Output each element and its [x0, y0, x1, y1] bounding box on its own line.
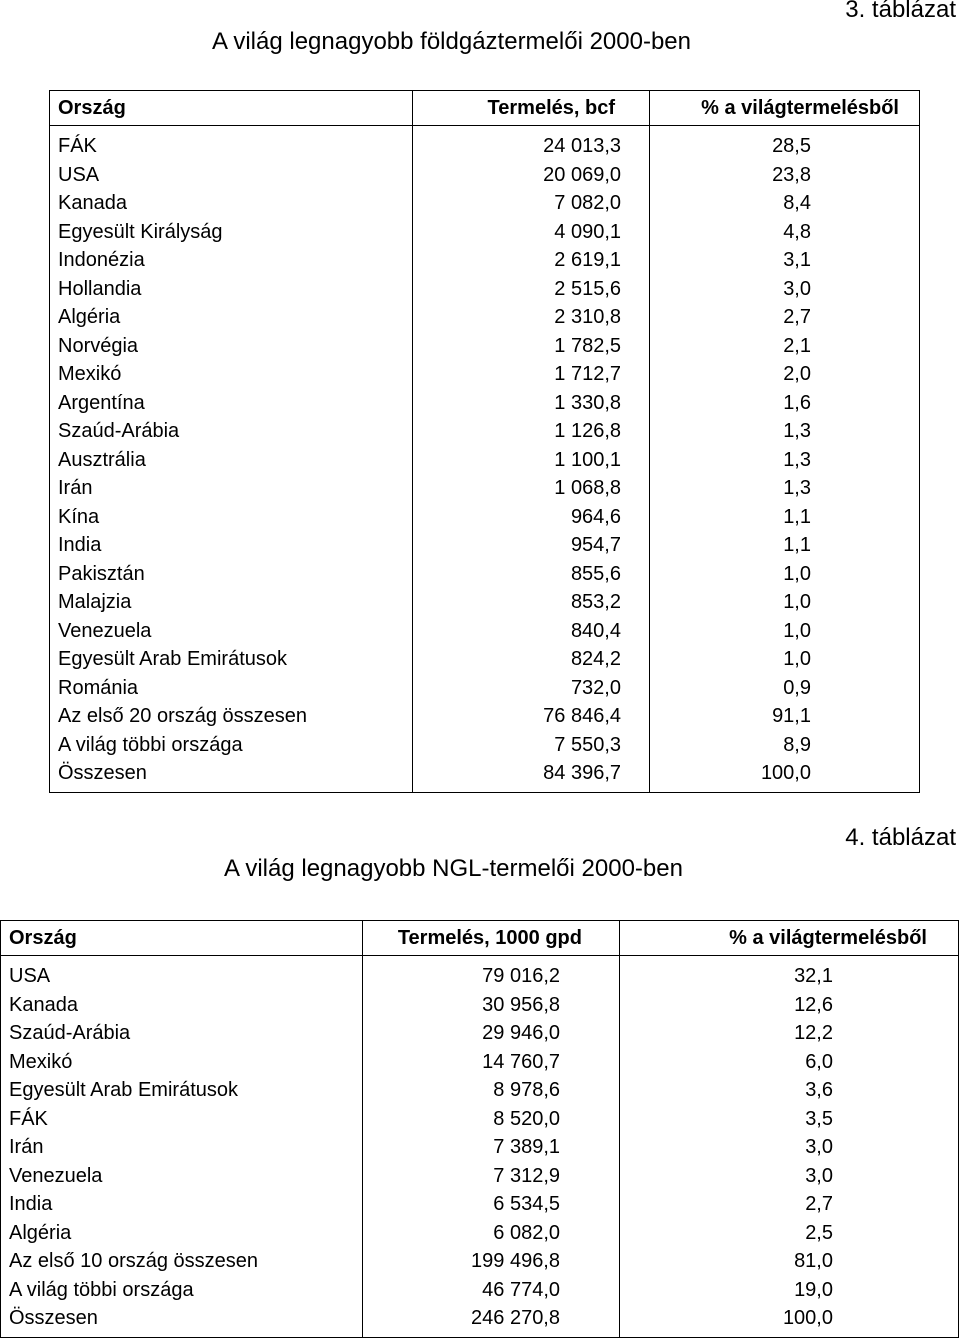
- table3-production-cell: 853,2: [413, 588, 650, 617]
- table3-percent-cell: 91,1: [650, 702, 920, 731]
- table3-country-cell: Ausztrália: [50, 446, 413, 475]
- table3-row: [50, 389, 920, 418]
- table4-percent-cell: 100,0: [620, 1304, 959, 1337]
- table3-percent-cell: 1,0: [650, 645, 920, 674]
- table3: [49, 90, 920, 793]
- table4-country-cell: Mexikó: [1, 1048, 363, 1077]
- table4-percent-cell: 81,0: [620, 1247, 959, 1276]
- table3-production-cell: 964,6: [413, 503, 650, 532]
- table3-production-cell: 1 126,8: [413, 417, 650, 446]
- table3-row: [50, 617, 920, 646]
- table4-production-cell: 246 270,8: [363, 1304, 620, 1337]
- table4-label: 4. táblázat: [845, 824, 956, 851]
- table3-production-cell: 20 069,0: [413, 161, 650, 190]
- table3-row: [50, 474, 920, 503]
- table3-production-cell: 1 712,7: [413, 360, 650, 389]
- table3-production-cell: 824,2: [413, 645, 650, 674]
- table3-row: [50, 332, 920, 361]
- table4-country-cell: Szaúd-Arábia: [1, 1019, 363, 1048]
- table3-row: [50, 303, 920, 332]
- table4-production-cell: 46 774,0: [363, 1276, 620, 1305]
- table3-country-cell: Argentína: [50, 389, 413, 418]
- table3-header-country: Ország: [50, 91, 413, 126]
- table4-country-cell: FÁK: [1, 1105, 363, 1134]
- table3-production-cell: 2 310,8: [413, 303, 650, 332]
- table4-row: [1, 1219, 959, 1248]
- table3-production-cell: 4 090,1: [413, 218, 650, 247]
- table3-country-cell: Kanada: [50, 189, 413, 218]
- table3-country-cell: Kína: [50, 503, 413, 532]
- table3-production-cell: 7 082,0: [413, 189, 650, 218]
- table4-row: [1, 1162, 959, 1191]
- table4-row: [1, 956, 959, 991]
- table3-percent-cell: 4,8: [650, 218, 920, 247]
- table4-production-cell: 29 946,0: [363, 1019, 620, 1048]
- table3-country-cell: Szaúd-Arábia: [50, 417, 413, 446]
- table3-production-cell: 2 619,1: [413, 246, 650, 275]
- table3-percent-cell: 1,1: [650, 503, 920, 532]
- table3-row: [50, 588, 920, 617]
- table3-percent-cell: 3,0: [650, 275, 920, 304]
- table4-row: [1, 1304, 959, 1337]
- table4-production-cell: 7 312,9: [363, 1162, 620, 1191]
- table3-country-cell: A világ többi országa: [50, 731, 413, 760]
- table3-production-cell: 2 515,6: [413, 275, 650, 304]
- table4-row: [1, 1190, 959, 1219]
- table3-row: [50, 161, 920, 190]
- table4-production-cell: 199 496,8: [363, 1247, 620, 1276]
- table4-production-cell: 8 520,0: [363, 1105, 620, 1134]
- table4-country-cell: Kanada: [1, 991, 363, 1020]
- table4-country-cell: USA: [1, 956, 363, 991]
- table3-row: [50, 674, 920, 703]
- table3-country-cell: Norvégia: [50, 332, 413, 361]
- table3-row: [50, 189, 920, 218]
- table3-row: [50, 417, 920, 446]
- table3-percent-cell: 0,9: [650, 674, 920, 703]
- table3-production-cell: 84 396,7: [413, 759, 650, 792]
- table3-row: [50, 218, 920, 247]
- table3-header-row: [50, 91, 920, 126]
- table4-title: A világ legnagyobb NGL-termelői 2000-ben: [224, 855, 683, 882]
- table3-row: [50, 702, 920, 731]
- table3-row: [50, 503, 920, 532]
- table3-production-cell: 855,6: [413, 560, 650, 589]
- table3-country-cell: Algéria: [50, 303, 413, 332]
- table3-country-cell: Hollandia: [50, 275, 413, 304]
- table4-country-cell: Összesen: [1, 1304, 363, 1337]
- table4-percent-cell: 6,0: [620, 1048, 959, 1077]
- table4-percent-cell: 3,6: [620, 1076, 959, 1105]
- table3-percent-cell: 1,6: [650, 389, 920, 418]
- table4-production-cell: 30 956,8: [363, 991, 620, 1020]
- table3-percent-cell: 2,0: [650, 360, 920, 389]
- table3-percent-cell: 23,8: [650, 161, 920, 190]
- table3-title: A világ legnagyobb földgáztermelői 2000-ben: [212, 28, 692, 55]
- table3-production-cell: 7 550,3: [413, 731, 650, 760]
- table3-row: [50, 560, 920, 589]
- table3-percent-cell: 28,5: [650, 126, 920, 161]
- table3-country-cell: USA: [50, 161, 413, 190]
- table4-production-cell: 6 534,5: [363, 1190, 620, 1219]
- table4-percent-cell: 12,2: [620, 1019, 959, 1048]
- table4-country-cell: Az első 10 ország összesen: [1, 1247, 363, 1276]
- table4-percent-cell: 2,7: [620, 1190, 959, 1219]
- table4-percent-cell: 32,1: [620, 956, 959, 991]
- table4-production-cell: 6 082,0: [363, 1219, 620, 1248]
- table3-production-cell: 732,0: [413, 674, 650, 703]
- table4-percent-cell: 12,6: [620, 991, 959, 1020]
- table3-country-cell: Pakisztán: [50, 560, 413, 589]
- table3-country-cell: Mexikó: [50, 360, 413, 389]
- table3-country-cell: India: [50, 531, 413, 560]
- table4-row: [1, 1247, 959, 1276]
- table4-row: [1, 1019, 959, 1048]
- table3-production-cell: 1 100,1: [413, 446, 650, 475]
- table4-header-country: Ország: [1, 921, 363, 956]
- table4-production-cell: 14 760,7: [363, 1048, 620, 1077]
- table3-row: [50, 759, 920, 792]
- table3-country-cell: FÁK: [50, 126, 413, 161]
- table3-production-cell: 1 330,8: [413, 389, 650, 418]
- table3-country-cell: Az első 20 ország összesen: [50, 702, 413, 731]
- table3-percent-cell: 2,1: [650, 332, 920, 361]
- table4-row: [1, 1133, 959, 1162]
- table4-percent-cell: 19,0: [620, 1276, 959, 1305]
- table3-country-cell: Indonézia: [50, 246, 413, 275]
- table3-percent-cell: 1,3: [650, 446, 920, 475]
- table4-row: [1, 991, 959, 1020]
- table3-header-percent: % a világtermelésből: [650, 91, 920, 126]
- table3-row: [50, 531, 920, 560]
- table3-row: [50, 275, 920, 304]
- table4-country-cell: A világ többi országa: [1, 1276, 363, 1305]
- table3-country-cell: Románia: [50, 674, 413, 703]
- table3-percent-cell: 8,4: [650, 189, 920, 218]
- table3-row: [50, 446, 920, 475]
- table4-percent-cell: 3,5: [620, 1105, 959, 1134]
- table3-percent-cell: 3,1: [650, 246, 920, 275]
- table3-label: 3. táblázat: [845, 0, 956, 23]
- table4-country-cell: India: [1, 1190, 363, 1219]
- table4-country-cell: Egyesült Arab Emirátusok: [1, 1076, 363, 1105]
- table3-percent-cell: 1,0: [650, 560, 920, 589]
- table4-production-cell: 8 978,6: [363, 1076, 620, 1105]
- table4-country-cell: Algéria: [1, 1219, 363, 1248]
- table3-percent-cell: 1,3: [650, 417, 920, 446]
- table4-row: [1, 1105, 959, 1134]
- table4-percent-cell: 2,5: [620, 1219, 959, 1248]
- table4-production-cell: 79 016,2: [363, 956, 620, 991]
- table4-header-percent: % a világtermelésből: [620, 921, 959, 956]
- table3-production-cell: 24 013,3: [413, 126, 650, 161]
- table4-header-row: [1, 921, 959, 956]
- table3-percent-cell: 8,9: [650, 731, 920, 760]
- table4-row: [1, 1076, 959, 1105]
- table3-production-cell: 1 782,5: [413, 332, 650, 361]
- table3-country-cell: Malajzia: [50, 588, 413, 617]
- table3-percent-cell: 1,0: [650, 588, 920, 617]
- table3-row: [50, 645, 920, 674]
- table3-country-cell: Összesen: [50, 759, 413, 792]
- table3-percent-cell: 1,0: [650, 617, 920, 646]
- table3-percent-cell: 100,0: [650, 759, 920, 792]
- table4-country-cell: Venezuela: [1, 1162, 363, 1191]
- table3-row: [50, 731, 920, 760]
- table3-row: [50, 360, 920, 389]
- table4-header-production: Termelés, 1000 gpd: [363, 921, 620, 956]
- table3-country-cell: Irán: [50, 474, 413, 503]
- table4-percent-cell: 3,0: [620, 1133, 959, 1162]
- table3-production-cell: 840,4: [413, 617, 650, 646]
- table4-row: [1, 1276, 959, 1305]
- table4: [0, 920, 959, 1338]
- table3-production-cell: 954,7: [413, 531, 650, 560]
- table3-production-cell: 76 846,4: [413, 702, 650, 731]
- table3-production-cell: 1 068,8: [413, 474, 650, 503]
- table3-percent-cell: 1,1: [650, 531, 920, 560]
- table4-production-cell: 7 389,1: [363, 1133, 620, 1162]
- table3-row: [50, 126, 920, 161]
- table4-row: [1, 1048, 959, 1077]
- table3-country-cell: Egyesült Arab Emirátusok: [50, 645, 413, 674]
- table3-header-production: Termelés, bcf: [413, 91, 650, 126]
- table3-percent-cell: 1,3: [650, 474, 920, 503]
- table3-country-cell: Egyesült Királyság: [50, 218, 413, 247]
- table4-percent-cell: 3,0: [620, 1162, 959, 1191]
- table3-row: [50, 246, 920, 275]
- table4-country-cell: Irán: [1, 1133, 363, 1162]
- table3-percent-cell: 2,7: [650, 303, 920, 332]
- table3-country-cell: Venezuela: [50, 617, 413, 646]
